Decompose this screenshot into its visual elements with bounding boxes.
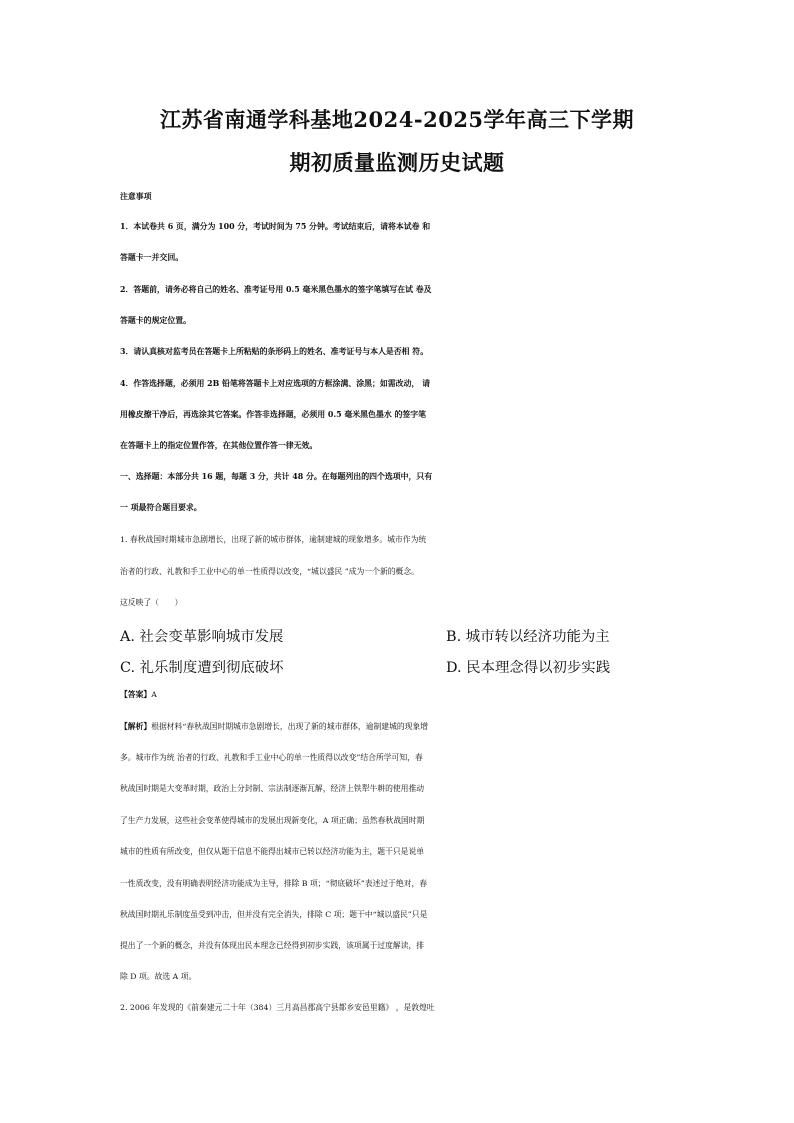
note-line: 2．答题前，请务必将自己的姓名、准考证号用 0.5 毫米黑色墨水的签字笔填写在试 卷及: [120, 285, 432, 294]
analysis-line: [120, 718, 680, 736]
analysis-text: 秋战国时期礼乐制度虽受到冲击，但并没有完全消失，排除 C 项；题干中“城以盛民”只是: [120, 910, 428, 919]
analysis-text: 了生产力发展，这些社会变革使得城市的发展出现新变化，A 项正确；虽然春秋战国时期: [120, 816, 425, 825]
question-2-text: 2. 2006 年发现的《前秦建元二十年（384）三月高昌郡高宁县都乡安邑里籍》 ，是敦煌吐: [120, 1003, 435, 1012]
note-line: 1．本试卷共 6 页，满分为 100 分，考试时间为 75 分钟。考试结束后，请将本试卷 和: [120, 222, 431, 231]
title-line-1: 江苏省南通学科基地2024-2025学年高三下学期: [159, 107, 635, 132]
analysis-text: 城市的性质有所改变，但仅从题干信息不能得出城市已转以经济功能为主，题干只是说单: [120, 847, 425, 856]
option-d: D. 民本理念得以初步实践: [446, 660, 611, 676]
note-line: 答题卡的规定位置。: [120, 316, 192, 325]
analysis-text: 根据材料“春秋战国时期城市急剧增长，出现了新的城市群体，逾制建城的现象增: [151, 722, 429, 731]
analysis-text: 一性质改变，没有明确表明经济功能成为主导，排除 B 项；“彻底破坏”表述过于绝对，春: [120, 879, 428, 888]
answer-label: 【答案】: [120, 690, 152, 699]
analysis-text: 除 D 项。故选 A 项。: [120, 972, 197, 981]
question-1-text: 1. 春秋战国时期城市急剧增长，出现了新的城市群体，逾制建城的现象增多。城市作为统: [120, 535, 427, 544]
option-a: A. 社会变革影响城市发展: [120, 629, 284, 645]
answer-value: A: [151, 690, 157, 699]
note-line: 答题卡一并交回。: [120, 253, 184, 262]
note-line: 4．作答选择题，必须用 2B 铅笔将答题卡上对应选项的方框涂满、涂黑；如需改动， 请: [120, 379, 430, 388]
notes-heading: 注意事项: [120, 192, 152, 201]
note-line: 在答题卡上的指定位置作答，在其他位置作答一律无效。: [120, 441, 318, 450]
answer-line: [120, 686, 680, 704]
analysis-text: 提出了一个新的概念，并没有体现出民本理念已经得到初步实践，该项属于过度解读，排: [120, 941, 425, 950]
question-1-text: 治者的行政、礼教和手工业中心的单一性质得以改变，“城以盛民 ”成为一个新的概念。: [120, 567, 419, 576]
note-line: 3．请认真核对监考员在答题卡上所粘贴的条形码上的姓名、准考证号与本人是否相 符。: [120, 347, 429, 356]
section-heading: 一、选择题：本部分共 16 题，每题 3 分，共计 48 分。在每题列出的四个选项中，只有: [120, 472, 433, 481]
section-heading: 一 项最符合题目要求。: [120, 503, 202, 512]
option-c: C. 礼乐制度遭到彻底破坏: [120, 660, 284, 676]
note-line: 用橡皮擦干净后，再选涂其它答案。作答非选择题，必须用 0.5 毫米黑色墨水 的签字笔: [120, 410, 427, 419]
analysis-text: 秋战国时期是大变革时期，政治上分封制、宗法制逐渐瓦解，经济上铁犁牛耕的使用推动: [120, 784, 425, 793]
question-1-text: 这反映了（ ）: [120, 598, 183, 607]
analysis-label: 【解析】: [120, 722, 152, 731]
option-b: B. 城市转以经济功能为主: [446, 629, 610, 645]
analysis-text: 多。城市作为统 治者的行政、礼教和手工业中心的单一性质得以改变”结合所学可知，春: [120, 753, 423, 762]
title-line-2: 期初质量监测历史试题: [289, 150, 505, 175]
